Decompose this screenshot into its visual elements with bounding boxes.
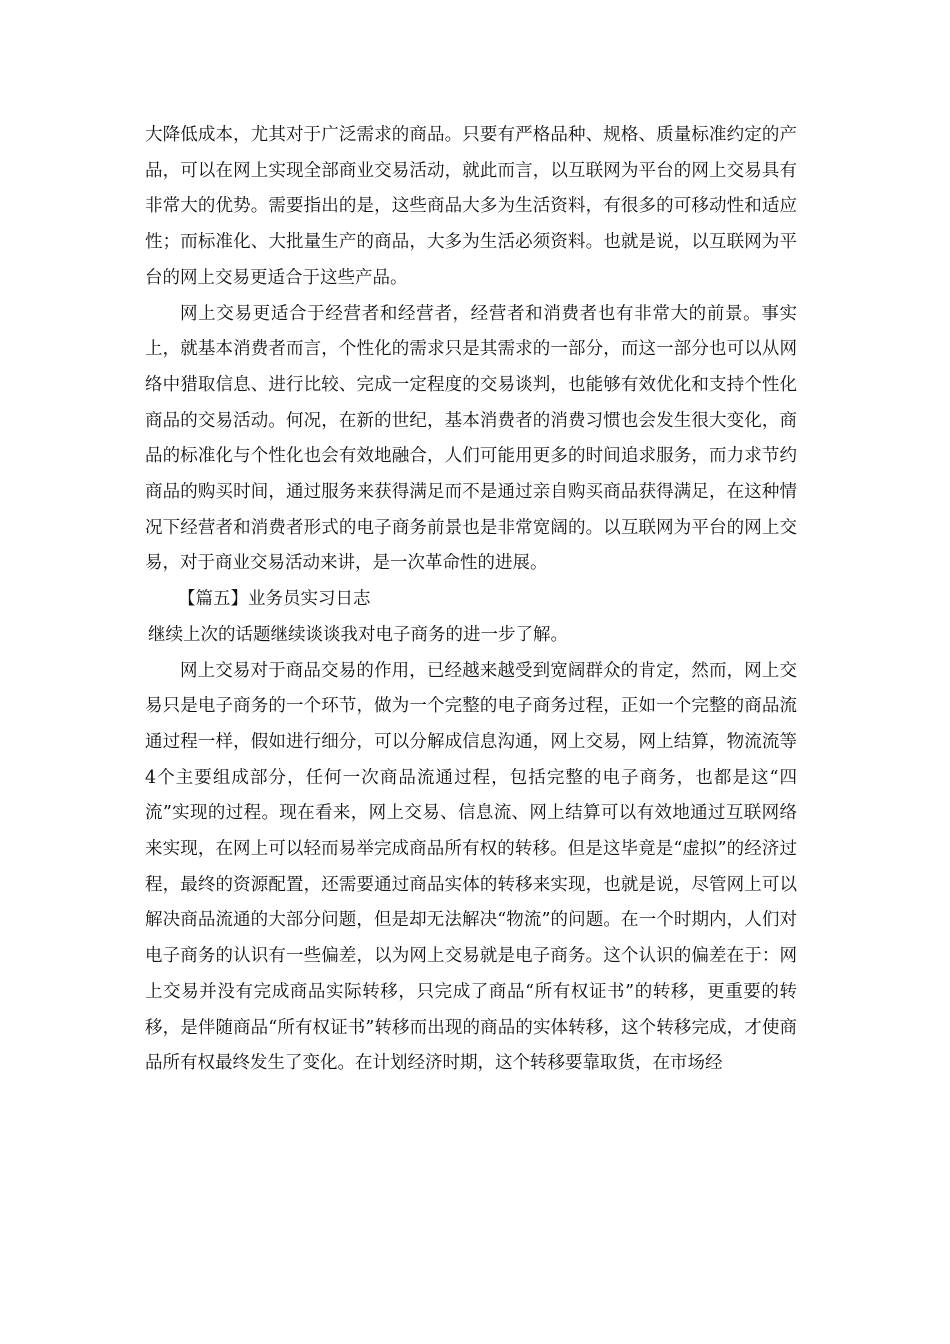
paragraph-2: 网上交易更适合于经营者和经营者，经营者和消费者也有非常大的前景。事实上，就基本消费者而言，个性化的需求只是其需求的一部分，而这一部分也可以从网络中猎取信息、进行比较、完成一定程度的交易谈判，也能够有效优化和支持个性化商品的交易活动。何况，在新的世纪，基本消费者的消费习惯也会发生很大变化，商品的标准化与个性化也会有效地融合，人们可能用更多的时间追求服务，而力求节约商品的购买时间，通过服务来获得满足而不是通过亲自购买商品获得满足，在这种情况下经营者和消费者形式的电子商务前景也是非常宽阔的。以互联网为平台的网上交易，对于商业交易活动来讲，是一次革命性的进展。: [145, 303, 797, 574]
intro-line: 继续上次的话题继续谈谈我对电子商务的进一步了解。: [148, 624, 568, 645]
paragraph-1: 大降低成本，尤其对于广泛需求的商品。只要有严格品种、规格、质量标准约定的产品，可以在网上实现全部商业交易活动，就此而言，以互联网为平台的网上交易具有非常大的优势。需要指出的是，这些商品大多为生活资料，有很多的可移动性和适应性；而标准化、大批量生产的商品，大多为生活必须资料。也就是说，以互联网为平台的网上交易更适合于这些产品。: [145, 125, 797, 288]
paragraph-3: 网上交易对于商品交易的作用，已经越来越受到宽阔群众的肯定，然而，网上交易只是电子商务的一个环节，做为一个完整的电子商务过程，正如一个完整的商品流通过程一样，假如进行细分，可以分解成信息沟通，网上交易，网上结算，物流流等4个主要组成部分，任何一次商品流通过程，包括完整的电子商务，也都是这“四流”实现的过程。现在看来，网上交易、信息流、网上结算可以有效地通过互联网络来实现，在网上可以轻而易举完成商品所有权的转移。但是这毕竟是“虚拟”的经济过程，最终的资源配置，还需要通过商品实体的转移来实现，也就是说，尽管网上可以解决商品流通的大部分问题，但是却无法解决“物流”的问题。在一个时期内，人们对电子商务的认识有一些偏差，以为网上交易就是电子商务。这个认识的偏差在于：网上交易并没有完成商品实际转移，只完成了商品“所有权证书”的转移，更重要的转移，是伴随商品“所有权证书”转移而出现的商品的实体转移，这个转移完成，才使商品所有权最终发生了变化。在计划经济时期，这个转移要靠取货，在市场经: [145, 660, 797, 1074]
section-heading: 【篇五】业务员实习日志: [178, 589, 371, 610]
document-body: [145, 118, 797, 1082]
